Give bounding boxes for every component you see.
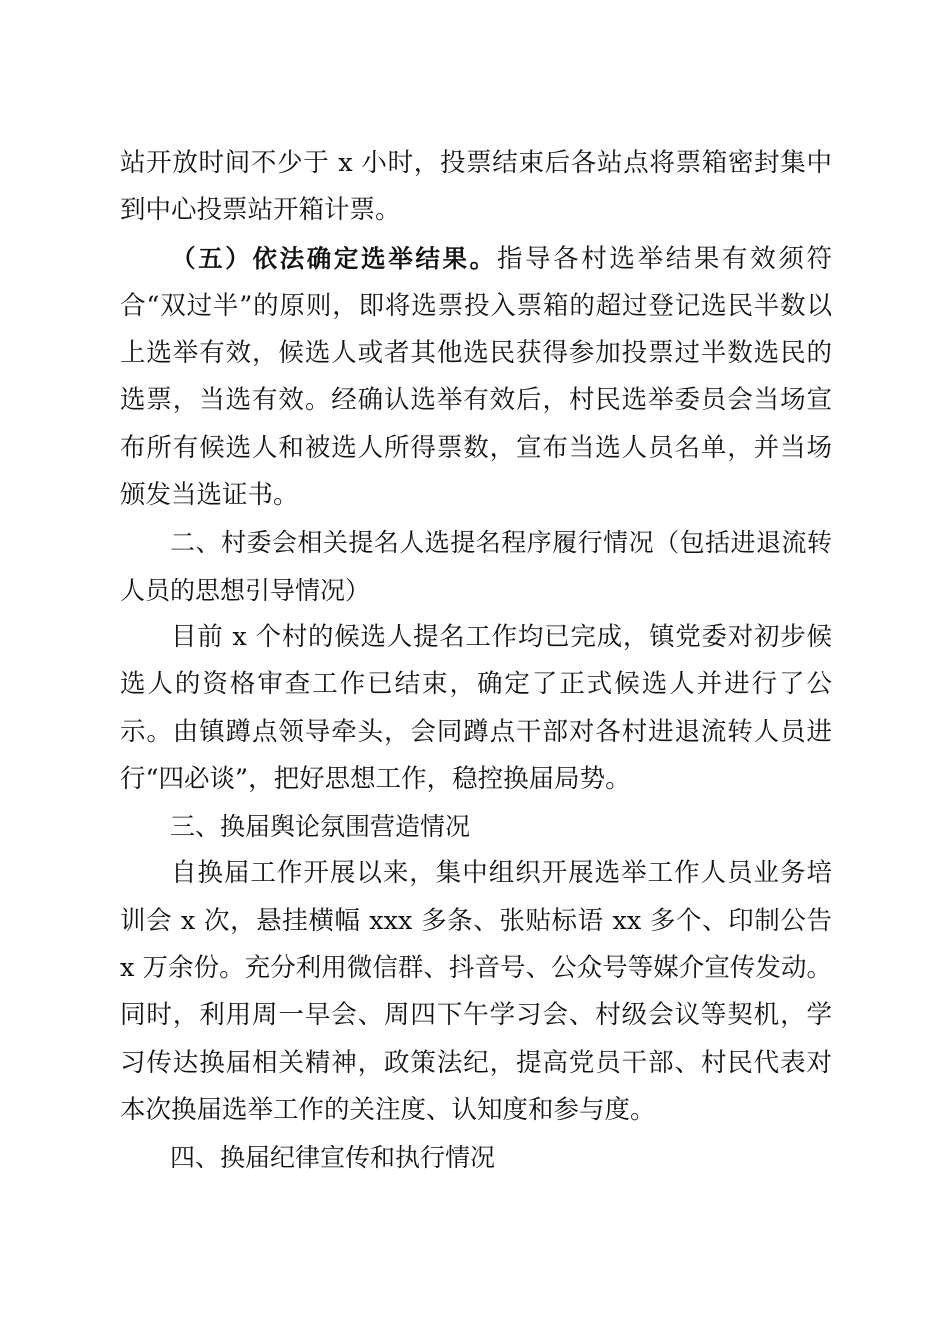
section-heading-four: 四、换届纪律宣传和执行情况 — [170, 1143, 496, 1173]
paragraph-five-lead: （五）依法确定选举结果。 — [171, 243, 497, 273]
document-page — [120, 140, 832, 1182]
paragraph-two: 目前 x 个村的候选人提名工作均已完成，镇党委对初步候选人的资格审查工作已结束，确定了正式候选人并进行了公示。由镇蹲点领导牵头，会同蹲点干部对各村进退流转人员进行“四必谈”，把好思想工作，稳控换届局势。 — [120, 621, 832, 794]
paragraph-five — [120, 235, 832, 520]
paragraph-three: 自换届工作开展以来，集中组织开展选举工作人员业务培训会 x 次，悬挂横幅 xxx 多条、张贴标语 xx 多个、印制公告 x 万余份。充分利用微信群、抖音号、公众号等媒介宣传发动。同时，利用周一早会、周四下午学习会、村级会议等契机，学习传达换届相关精神，政策法纪，提高党员干部、村民代表对本次换届选举工作的关注度、认知度和参与度。 — [120, 858, 832, 1125]
paragraph-continued: 站开放时间不少于 x 小时，投票结束后各站点将票箱密封集中到中心投票站开箱计票。 — [120, 148, 832, 226]
section-heading-two: 二、村委会相关提名人选提名程序履行情况（包括进退流转人员的思想引导情况） — [120, 528, 832, 605]
section-heading-three: 三、换届舆论氛围营造情况 — [170, 812, 471, 842]
paragraph-five-body: 指导各村选举结果有效须符合“双过半”的原则，即将选票投入票箱的超过登记选民半数以上选举有效，候选人或者其他选民获得参加投票过半数选民的选票，当选有效。经确认选举有效后，村民选举委员会当场宣布所有候选人和被选人所得票数，宣布当选人员名单，并当场颁发当选证书。 — [120, 243, 832, 511]
